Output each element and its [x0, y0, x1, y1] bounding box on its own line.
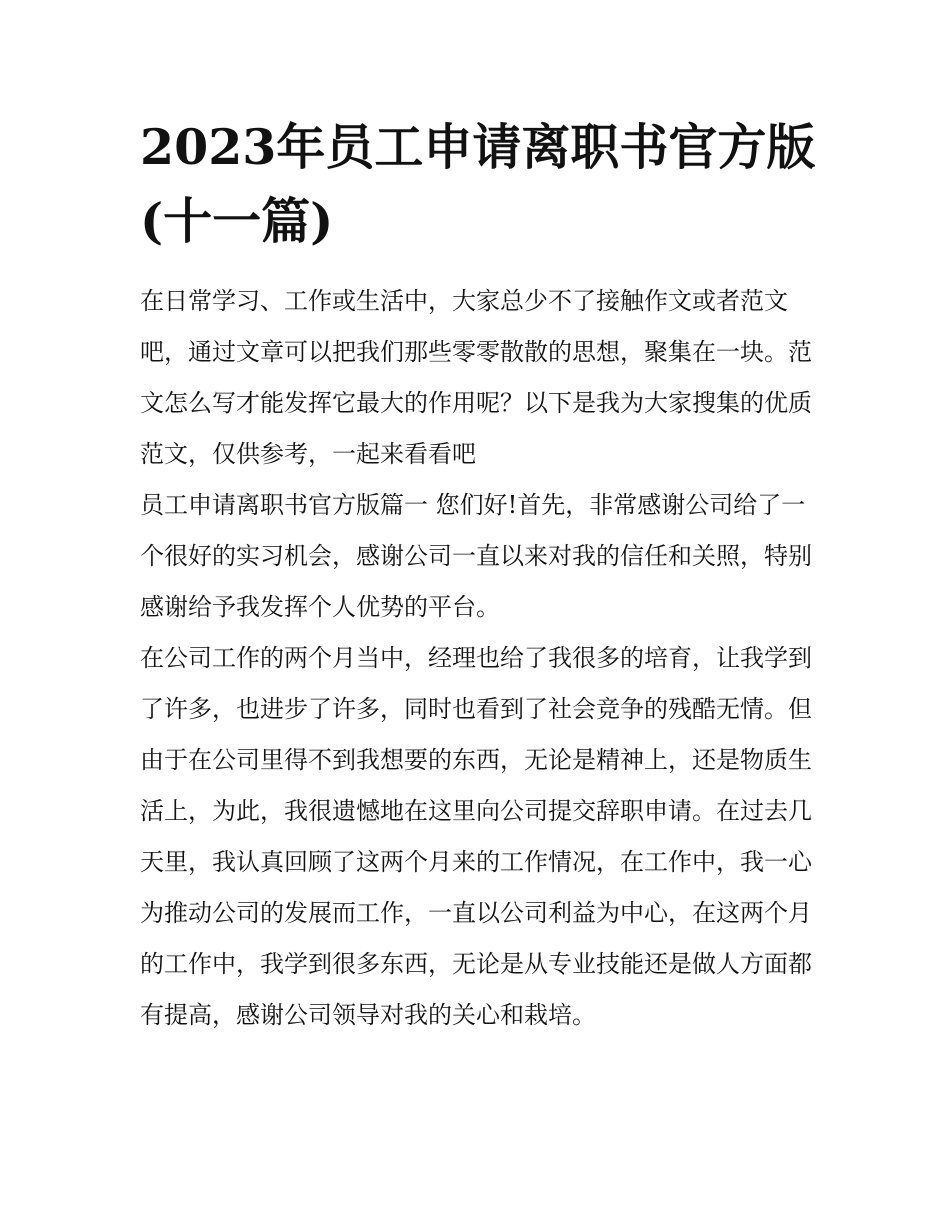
paragraph-work-review: 在公司工作的两个月当中，经理也给了我很多的培育，让我学到了许多，也进步了许多，同时也看到了社会竞争的残酷无情。但由于在公司里得不到我想要的东西，无论是精神上，还是物质生活上，为此，我很遗憾地在这里向公司提交辞职申请。在过去几天里，我认真回顾了这两个月来的工作情况，在工作中，我一心为推动公司的发展而工作，一直以公司利益为中心，在这两个月的工作中，我学到很多东西，无论是从专业技能还是做人方面都有提高，感谢公司领导对我的关心和栽培。 — [140, 644, 812, 1029]
document-body — [140, 276, 820, 1041]
document-title: 2023年员工申请离职书官方版(十一篇) — [140, 118, 816, 250]
paragraph-intro: 在日常学习、工作或生活中，大家总少不了接触作文或者范文吧，通过文章可以把我们那些零零散散的思想，聚集在一块。范文怎么写才能发挥它最大的作用呢？以下是我为大家搜集的优质范文，仅供参考，一起来看看吧 — [140, 287, 812, 468]
paragraph-part-one: 员工申请离职书官方版篇一 您们好!首先，非常感谢公司给了一个很好的实习机会，感谢公司一直以来对我的信任和关照，特别感谢给予我发挥个人优势的平台。 — [140, 491, 812, 621]
